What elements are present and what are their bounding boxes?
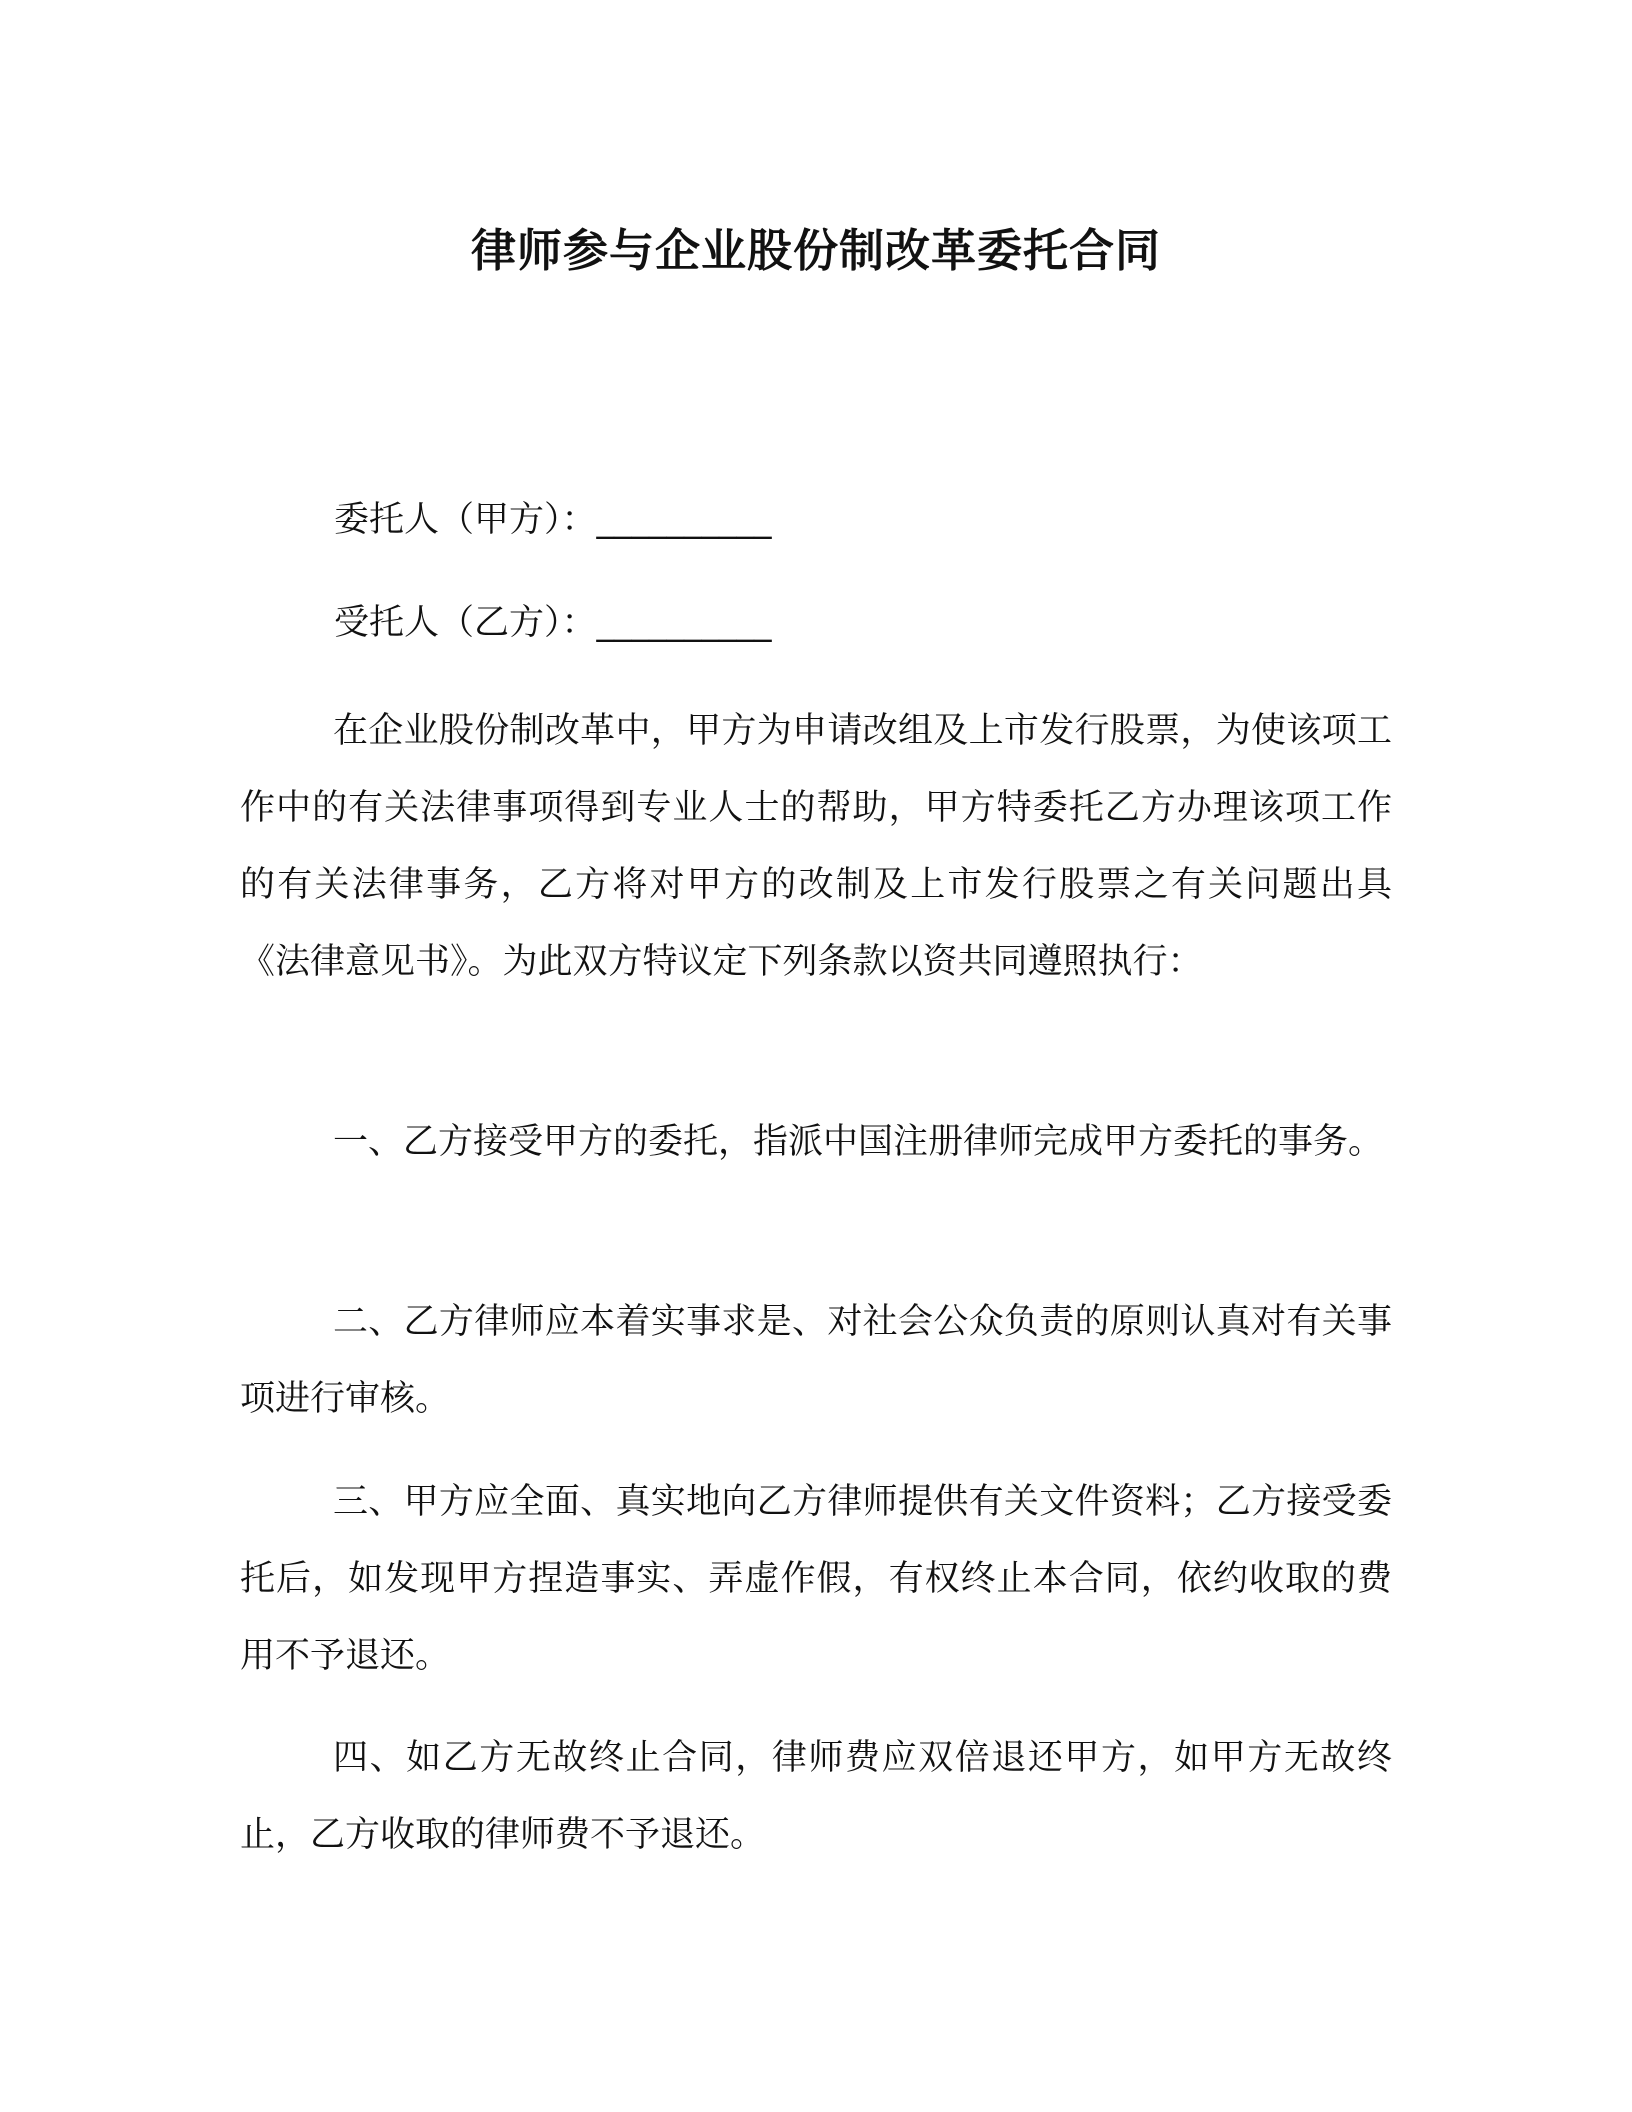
agent-party-line: 受托人（乙方）：__________ [334, 603, 772, 643]
clause-3: 三、甲方应全面、真实地向乙方律师提供有关文件资料；乙方接受委托后，如发现甲方捏造事实、弄虚作假，有权终止本合同，依约收取的费用不予退还。 [240, 1482, 1392, 1676]
intro-paragraph: 在企业股份制改革中，甲方为申请改组及上市发行股票，为使该项工作中的有关法律事项得到专业人士的帮助，甲方特委托乙方办理该项工作的有关法律事务，乙方将对甲方的改制及上市发行股票之有关问题出具《法律意见书》。为此双方特议定下列条款以资共同遵照执行： [240, 711, 1392, 982]
clause-1: 一、乙方接受甲方的委托，指派中国注册律师完成甲方委托的事务。 [333, 1122, 1384, 1162]
document-title: 律师参与企业股份制改革委托合同 [470, 224, 1161, 277]
clause-2: 二、乙方律师应本着实事求是、对社会公众负责的原则认真对有关事项进行审核。 [240, 1302, 1392, 1419]
client-party-line: 委托人（甲方）：__________ [334, 500, 772, 540]
clause-4: 四、如乙方无故终止合同，律师费应双倍退还甲方，如甲方无故终止，乙方收取的律师费不予退还。 [240, 1738, 1392, 1855]
